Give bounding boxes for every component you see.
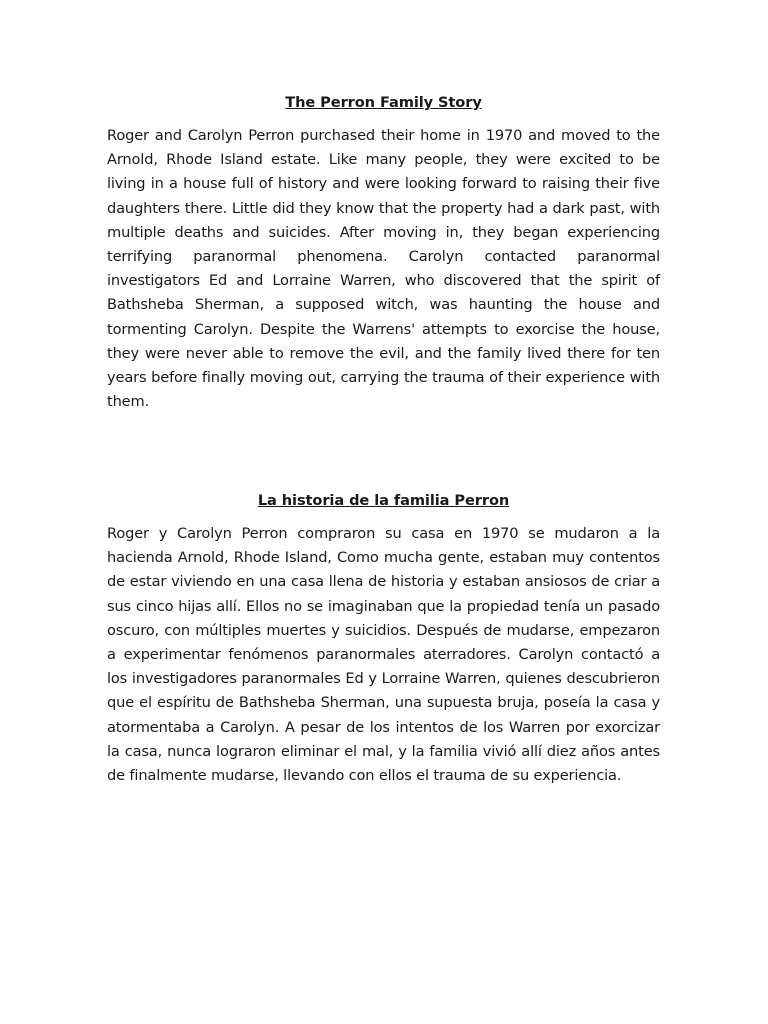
spanish-paragraph: Roger y Carolyn Perron compraron su casa en 1970 se mudaron a la hacienda Arnold, Rhode Island, Como mucha gente, estaban muy contentos de estar viviendo en una casa llena de historia y estaban ansiosos de criar a sus cinco hijas allí. Ellos no se imaginaban que la propiedad tenía un pasado oscuro, con múltiples muertes y suicidios. Después de mudarse, empezaron a experimentar fenómenos paranormales aterradores. Carolyn contactó a los investigadores paranormales Ed y Lorraine Warren, quienes descubrieron que el espíritu de Bathsheba Sherman, una supuesta bruja, poseía la casa y atormentaba a Carolyn. A pesar de los intentos de los Warren por exorcizar la casa, nunca lograron eliminar el mal, y la familia vivió allí diez años antes de finalmente mudarse, llevando con ellos el trauma de su experiencia.	[107, 525, 660, 785]
spanish-section	[107, 490, 660, 788]
spanish-title: La historia de la familia Perron	[257, 492, 510, 509]
english-title: The Perron Family Story	[285, 94, 482, 111]
english-paragraph: Roger and Carolyn Perron purchased their home in 1970 and moved to the Arnold, Rhode Island estate. Like many people, they were excited to be living in a house full of history and were looking forward to raising their five daughters there. Little did they know that the property had a dark past, with multiple deaths and suicides. After moving in, they began experiencing terrifying paranormal phenomena. Carolyn contacted paranormal investigators Ed and Lorraine Warren, who discovered that the spirit of Bathsheba Sherman, a supposed witch, was haunting the house and tormenting Carolyn. Despite the Warrens' attempts to exorcise the house, they were never able to remove the evil, and the family lived there for ten years before finally moving out, carrying the trauma of their experience with them.	[107, 127, 660, 411]
english-section	[107, 92, 660, 414]
